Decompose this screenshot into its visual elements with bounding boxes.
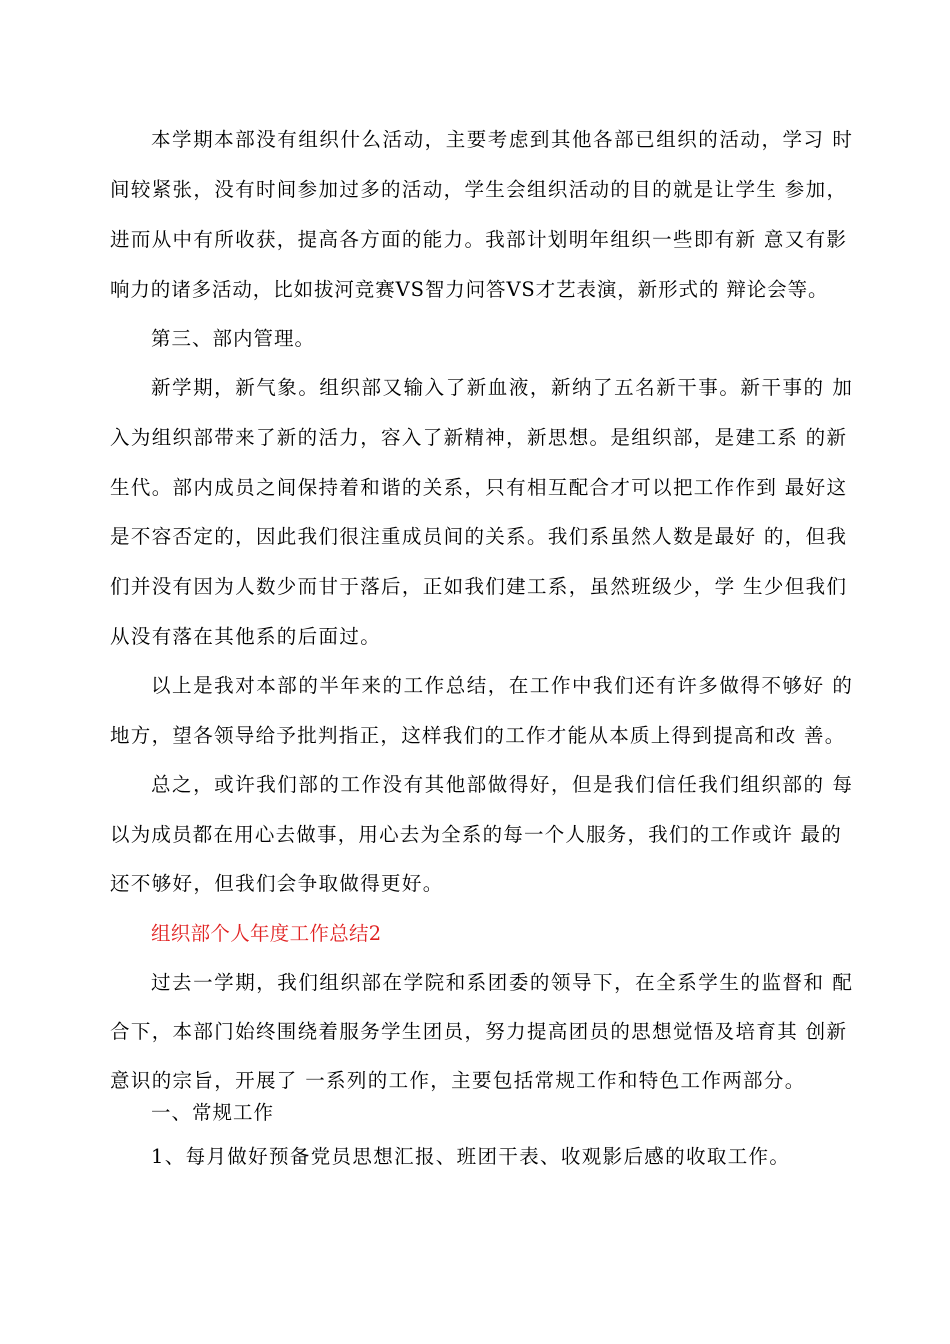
text-line: 总之，或许我们部的工作没有其他部做得好，但是我们信任我们组织部的 每 [151,773,854,796]
text-line: 合下，本部门始终围绕着服务学生团员，努力提高团员的思想觉悟及培育其 创新 [110,1020,848,1043]
text-line: 进而从中有所收获，提高各方面的能力。我部计划明年组织一些即有新 意又有影 [110,228,848,251]
text-line: 是不容否定的，因此我们很注重成员间的关系。我们系虽然人数是最好 的，但我 [110,525,848,548]
text-line: 响力的诸多活动，比如拔河竞赛VS智力问答VS才艺表演，新形式的 辩论会等。 [110,278,829,301]
text-line: 以为成员都在用心去做事，用心去为全系的每一个人服务，我们的工作或许 最的 [110,823,842,846]
text-line: 还不够好，但我们会争取做得更好。 [110,872,444,895]
text-line: 从没有落在其他系的后面过。 [110,625,382,648]
text-line: 本学期本部没有组织什么活动，主要考虑到其他各部已组织的活动，学习 时 [151,128,854,151]
text-line: 新学期，新气象。组织部又输入了新血液，新纳了五名新干事。新干事的 加 [151,376,854,399]
section-title: 组织部个人年度工作总结2 [151,922,382,945]
text-line: 以上是我对本部的半年来的工作总结，在工作中我们还有许多做得不够好 的 [151,674,854,697]
text-line: 们并没有因为人数少而甘于落后，正如我们建工系，虽然班级少，学 生少但我们 [110,575,848,598]
text-line: 1、每月做好预备党员思想汇报、班团干表、收观影后感的收取工作。 [151,1145,791,1168]
text-line: 意识的宗旨，开展了 一系列的工作，主要包括常规工作和特色工作两部分。 [110,1069,806,1092]
section-heading: 一、常规工作 [151,1101,275,1124]
text-line: 入为组织部带来了新的活力，容入了新精神，新思想。是组织部，是建工系 的新 [110,426,848,449]
text-line: 生代。部内成员之间保持着和谐的关系，只有相互配合才可以把工作作到 最好这 [110,476,848,499]
text-line: 地方，望各领导给予批判指正，这样我们的工作才能从本质上得到提高和改 善。 [110,724,846,747]
text-line: 间较紧张，没有时间参加过多的活动，学生会组织活动的目的就是让学生 参加， [110,178,848,201]
text-line: 过去一学期，我们组织部在学院和系团委的领导下，在全系学生的监督和 配 [151,971,854,994]
section-heading: 第三、部内管理。 [151,327,316,350]
